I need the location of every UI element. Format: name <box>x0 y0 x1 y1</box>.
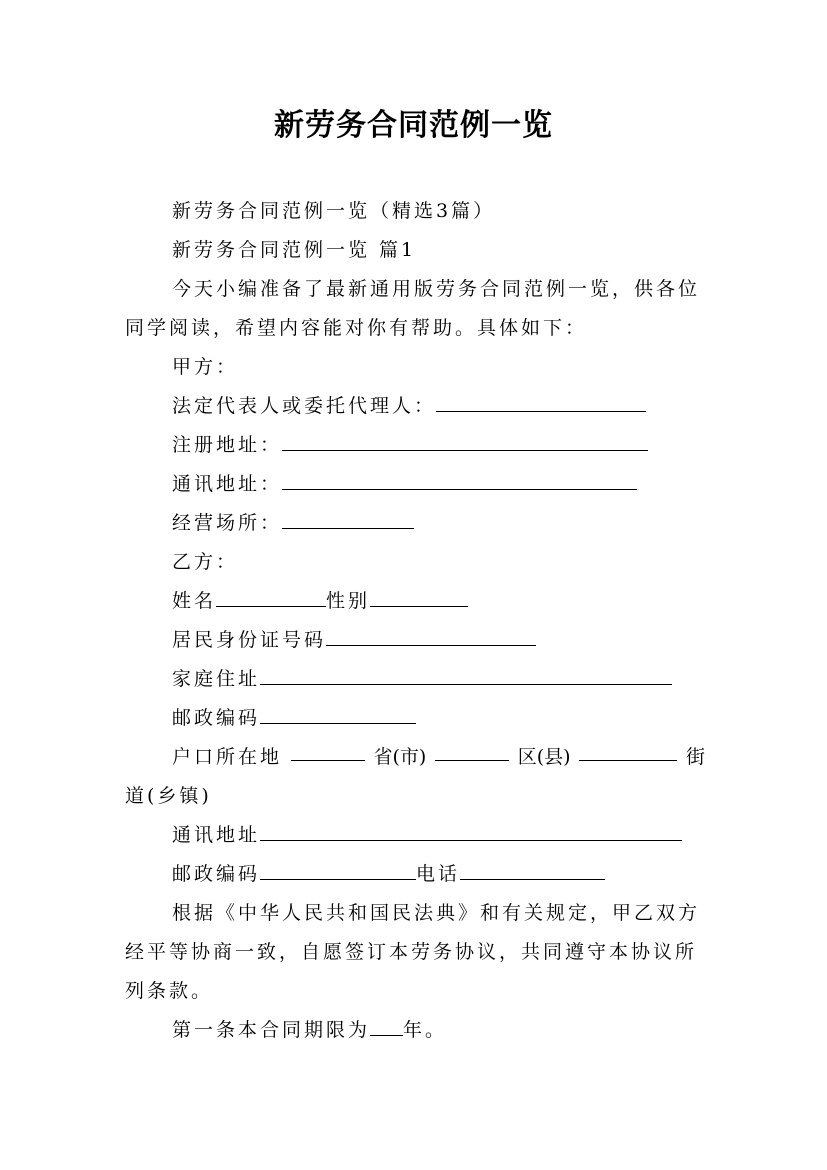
home-label: 家庭住址 <box>172 668 261 690</box>
phone-label: 电话 <box>416 863 461 885</box>
hukou-row <box>125 738 705 777</box>
party-a-label: 甲方： <box>172 356 239 378</box>
article-1-blank <box>370 1013 403 1036</box>
home-row <box>125 660 752 699</box>
name-gender-row <box>125 582 752 621</box>
section-heading: 新劳务合同范例一览 篇1 <box>172 239 417 261</box>
basis-line-1: 根据《中华人民共和国民法典》和有关规定，甲乙双方 <box>172 902 701 924</box>
reg-address-label: 注册地址： <box>172 434 283 456</box>
article-1-text: 第一条本合同期限为 <box>172 1019 371 1041</box>
legal-rep-row <box>125 387 752 426</box>
gender-blank <box>370 584 468 607</box>
name-label: 姓名 <box>172 590 217 612</box>
legal-rep-label: 法定代表人或委托代理人： <box>172 395 437 417</box>
postcode-phone-row <box>125 855 752 894</box>
reg-address-row <box>125 426 752 465</box>
business-place-row <box>125 504 752 543</box>
gender-label: 性别 <box>326 590 371 612</box>
intro-line-2: 同学阅读，希望内容能对你有帮助。具体如下： <box>125 317 588 339</box>
hukou-label: 户口所在地 <box>172 746 283 768</box>
basis-line-3: 列条款。 <box>125 980 214 1002</box>
mail-address-row <box>125 465 752 504</box>
subtitle: 新劳务合同范例一览（精选3篇） <box>172 200 496 222</box>
postcode-blank <box>260 701 416 724</box>
mail2-blank <box>260 818 682 841</box>
id-row <box>125 621 752 660</box>
mail-address-blank <box>282 467 637 490</box>
postcode-label: 邮政编码 <box>172 707 261 729</box>
article-1-row <box>125 1011 752 1050</box>
intro-line-1: 今天小编准备了最新通用版劳务合同范例一览，供各位 <box>172 278 701 300</box>
basis-line-2: 经平等协商一致，自愿签订本劳务协议，共同遵守本协议所 <box>125 941 698 963</box>
article-1-unit: 年。 <box>403 1019 448 1041</box>
mail-address-label: 通讯地址： <box>172 473 283 495</box>
mail2-label: 通讯地址 <box>172 824 261 846</box>
reg-address-blank <box>282 428 648 451</box>
home-blank <box>260 662 672 685</box>
postcode2-blank <box>260 857 416 880</box>
business-place-blank <box>282 506 414 529</box>
town-line: 道(乡镇) <box>125 785 212 807</box>
phone-blank <box>460 857 605 880</box>
page-title: 新劳务合同范例一览 <box>274 108 553 143</box>
party-b-label: 乙方： <box>172 551 239 573</box>
id-blank <box>326 623 536 646</box>
street-label: 街 <box>685 746 705 768</box>
legal-rep-blank <box>436 389 646 412</box>
business-place-label: 经营场所： <box>172 512 283 534</box>
province-label: 省(市) <box>373 746 427 768</box>
mail2-row <box>125 816 752 855</box>
id-label: 居民身份证号码 <box>172 629 327 651</box>
hukou-province-blank <box>291 738 365 761</box>
hukou-street-blank <box>579 738 677 761</box>
postcode-row <box>125 699 752 738</box>
district-label: 区(县) <box>517 746 571 768</box>
hukou-district-blank <box>435 738 509 761</box>
name-blank <box>216 584 326 607</box>
postcode2-label: 邮政编码 <box>172 863 261 885</box>
